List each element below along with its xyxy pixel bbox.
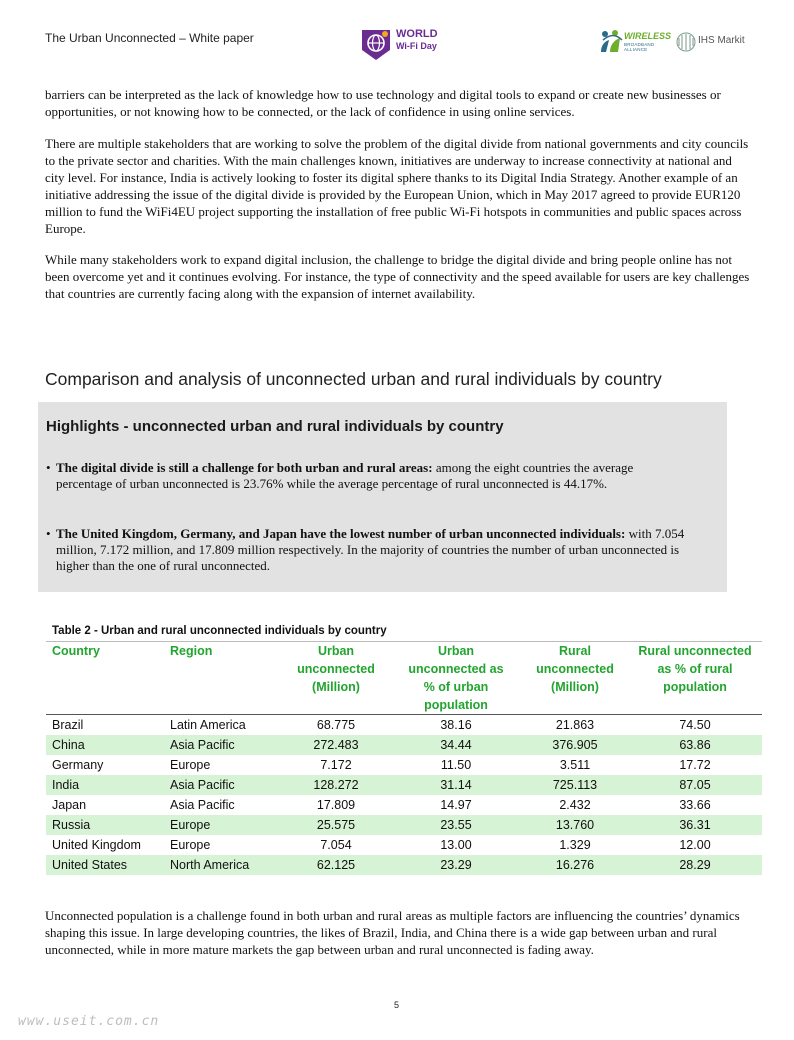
paragraph-stakeholders: There are multiple stakeholders that are working to solve the problem of the digital divide from national governments and city councils to the private sector and charities. With the main challenges known, initiatives are underway to increase connectivity at national and city level. For instance, India is actively looking to foster its digital sphere thanks to its Digital India Strategy. Another example of an initiative addressing the issue of the digital divide is provided by the European Union, which in May 2017 agreed to provide EUR120 million to fund the WiFi4EU project supporting the installation of free public Wi-Fi hotspots in communities and public spaces across Europe. [45,136,749,236]
cell-region: Europe [170,758,211,772]
ihs-markit-logo [676,30,756,54]
cell-urban-pct: 38.16 [440,718,472,732]
table-row [46,715,762,736]
cell-region: Latin America [170,718,246,732]
cell-rural-unconnected: 16.276 [522,855,628,875]
table-row [46,755,762,775]
table-row [46,835,762,855]
cell-rural-pct: 74.50 [679,718,711,732]
cell-urban-pct: 34.44 [390,735,522,755]
table-row [46,815,762,835]
cell-rural-unconnected: 2.432 [559,798,591,812]
bullet-icon: • [46,460,51,475]
cell-rural-pct: 36.31 [628,815,762,835]
cell-rural-unconnected: 21.863 [555,718,595,732]
section-title: Comparison and analysis of unconnected urban and rural individuals by country [45,369,662,389]
wba-logo-line2: BROADBAND ALLIANCE [624,42,655,52]
cell-region: North America [164,855,282,875]
cell-urban-unconnected: 128.272 [282,775,390,795]
cell-region: Asia Pacific [170,798,235,812]
wireless-broadband-alliance-logo [598,28,676,56]
world-wifi-day-logo [358,26,458,62]
cell-region: Asia Pacific [164,775,282,795]
cell-urban-unconnected: 62.125 [282,855,390,875]
world-wifi-day-badge-icon [358,26,394,62]
col-header-country: Country [46,642,164,715]
table-row [46,855,762,875]
wba-figures-icon [598,28,624,54]
cell-urban-pct: 11.50 [440,758,472,772]
ihs-markit-logo-text: IHS Markit [698,35,745,46]
cell-rural-unconnected: 1.329 [559,838,591,852]
paragraph-digital-inclusion: While many stakeholders work to expand digital inclusion, the challenge to bridge the digital divide and bring people online has not been overcome yet and it continues evolving. For instance, the type of connectivity and the speed available for users are key challenges that countries are currently facing along with the expansion of internet availability. [45,252,750,301]
table-row [46,775,762,795]
cell-rural-pct: 63.86 [628,735,762,755]
cell-urban-unconnected: 25.575 [282,815,390,835]
cell-urban-pct: 13.00 [440,838,472,852]
cell-region: Europe [170,838,211,852]
cell-urban-pct: 14.97 [440,798,472,812]
highlight-item-text: with 7.054 million, 7.172 million, and 17.809 million respectively. In the majority of countries the number of urban unconnected is higher than the one of rural unconnected. [56,526,685,573]
watermark: www.useit.com.cn [18,1014,160,1029]
highlight-item-bold: The digital divide is still a challenge for both urban and rural areas: [56,460,433,475]
col-header-urban-pct: Urban unconnected as % of urban population [390,642,522,715]
cell-urban-unconnected: 272.483 [282,735,390,755]
world-wifi-day-logo-line1: WORLD [396,28,438,40]
paragraph-barriers: barriers can be interpreted as the lack of knowledge how to use technology and digital tools to expand or create new businesses or opportunities, or not knowing how to be connected, or the lack of confidence in using online services. [45,87,721,119]
cell-rural-pct: 33.66 [679,798,711,812]
wba-logo-line1: WIRELESS [624,31,672,41]
cell-country: Russia [46,815,164,835]
cell-urban-pct: 23.55 [390,815,522,835]
table-caption: Table 2 - Urban and rural unconnected individuals by country [52,625,387,637]
world-wifi-day-logo-line2: Wi-Fi Day [396,41,437,51]
highlight-item-bold: The United Kingdom, Germany, and Japan have the lowest number of urban unconnected individuals: [56,526,626,541]
cell-country: India [46,775,164,795]
cell-urban-unconnected: 7.172 [320,758,352,772]
cell-rural-unconnected: 725.113 [522,775,628,795]
unconnected-table [46,641,762,875]
cell-country: United Kingdom [52,838,141,852]
ihs-markit-sunburst-icon [676,32,696,52]
document-header-title: The Urban Unconnected – White paper [45,31,254,45]
cell-rural-pct: 12.00 [679,838,711,852]
table-row [46,735,762,755]
table-row [46,795,762,815]
cell-country: Brazil [52,718,84,732]
highlights-title: Highlights - unconnected urban and rural individuals by country [46,418,504,435]
cell-urban-unconnected: 7.054 [320,838,352,852]
highlights-box [38,402,727,592]
cell-urban-pct: 31.14 [390,775,522,795]
cell-country: Japan [52,798,87,812]
cell-country: Germany [52,758,104,772]
cell-rural-pct: 28.29 [628,855,762,875]
page-number: 5 [394,1000,400,1010]
cell-region: Europe [164,815,282,835]
bullet-icon: • [46,526,51,541]
col-header-rural-pct: Rural unconnected as % of rural population [628,642,762,715]
cell-rural-unconnected: 13.760 [522,815,628,835]
table-header-row [46,642,762,715]
highlight-item-lowest-urban [46,526,691,574]
cell-country: China [46,735,164,755]
col-header-urban-unconnected: Urban unconnected (Million) [282,642,390,715]
cell-rural-unconnected: 376.905 [522,735,628,755]
cell-urban-unconnected: 68.775 [316,718,356,732]
cell-urban-pct: 23.29 [390,855,522,875]
cell-region: Asia Pacific [164,735,282,755]
paragraph-conclusion: Unconnected population is a challenge found in both urban and rural areas as multiple factors are influencing the countries’ dynamics shaping this issue. In large developing countries, the likes of Brazil, India, and China there is a wide gap between urban and rural unconnected, while in more mature markets the gap between urban and rural unconnected is fading away. [45,908,740,957]
highlight-item-text: among the eight countries the average percentage of urban unconnected is 23.76% while the average percentage of rural unconnected is 44.17%. [56,460,634,491]
cell-rural-pct: 17.72 [679,758,711,772]
col-header-region: Region [164,642,282,715]
cell-rural-pct: 87.05 [628,775,762,795]
cell-rural-unconnected: 3.511 [559,758,591,772]
highlight-item-digital-divide [46,460,691,492]
cell-country: United States [46,855,164,875]
col-header-rural-unconnected: Rural unconnected (Million) [522,642,628,715]
cell-urban-unconnected: 17.809 [316,798,356,812]
